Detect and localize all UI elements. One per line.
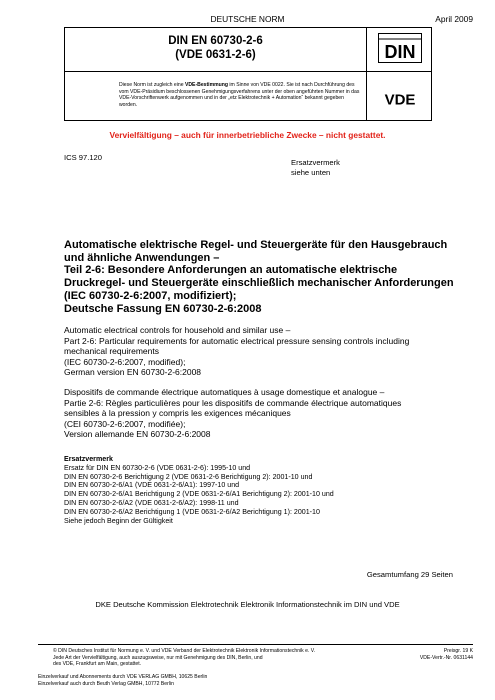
replacement-line: DIN EN 60730-2-6/A1 Berichtigung 2 (VDE 0631-2-6/A1 Berichtigung 2): 2001-10 und [64,490,334,499]
title-french-line: sensibles à la pression y compris les exigences mécaniques [64,408,291,419]
title-french-line: (CEI 60730-2-6:2007, modifiée); [64,418,186,429]
replacement-heading: Ersatzvermerk [64,455,113,463]
title-french-line: Partie 2-6: Règles particulières pour les dispositifs de commande électrique automatiques [64,397,402,408]
standard-number-vde: (VDE 0631-2-6) [175,49,256,61]
price-group: Preisgr. 19 K [443,648,473,654]
din-logo-text: DIN [384,42,416,62]
title-english-line: Part 2-6: Particular requirements for automatic electrical pressure sensing controls including [64,335,410,346]
title-english-line: Automatic electrical controls for household and similar use – [64,325,291,335]
title-german-line: (IEC 60730-2-6:2007, modifiziert); [64,289,237,302]
din-logo [378,33,422,63]
footer-distribution-line: Einzelverkauf und Abonnements durch VDE VERLAG GMBH, 10625 Berlin [38,674,208,680]
title-english-line: (IEC 60730-2-6:2007, modified); [64,356,186,367]
title-german-line: Deutsche Fassung EN 60730-2-6:2008 [64,302,262,315]
title-german [64,239,454,315]
replacement-line: Ersatz für DIN EN 60730-2-6 (VDE 0631-2-6): 1995-10 und [64,463,251,472]
issue-date: April 2009 [435,14,473,24]
vde-logo-text: VDE [384,92,416,106]
standard-type-label: DEUTSCHE NORM [210,14,285,24]
footer-distribution-line: Einzelverkauf auch durch Beuth Verlag GMBH, 10772 Berlin [38,680,174,687]
standard-number [65,34,366,62]
title-german-line: Automatische elektrische Regel- und Steuergeräte für den Hausgebrauch [64,239,448,251]
title-english [64,325,436,378]
replacement-note-line: Ersatzvermerk [291,158,340,167]
ics-code: ICS 97.120 [64,153,102,162]
vde-notice-post: im Sinne von VDE 0022. Sie ist nach Durchführung des vom VDE-Präsidium beschlossenen Genehmigungsverfahrens unter der oben angeführten Nummer in das VDE-Vorschriftenwerk aufgenommen und in der „etz Elektrotechnik + Automation“ bekannt gegeben worden. [119,82,360,108]
title-french-line: Dispositifs de commande électrique automatiques à usage domestique et analogue – [64,387,385,397]
replacement-line: Siehe jedoch Beginn der Gültigkeit [64,516,173,525]
vde-logo [376,92,424,106]
footer-price-info [420,648,473,661]
replacement-line: DIN EN 60730-2-6/A2 (VDE 0631-2-6/A2): 1998-11 und [64,498,239,507]
title-english-line: German version EN 60730-2-6:2008 [64,367,202,378]
copy-warning: Vervielfältigung – auch für innerbetriebliche Zwecke – nicht gestattet. [109,130,386,140]
title-french-line: Version allemande EN 60730-2-6:2008 [64,429,211,440]
title-german-line: Druckregel- und Steuergeräte einschließlich mechanischer Anforderungen [64,277,454,290]
footer-divider [38,644,473,645]
dke-committee: DKE Deutsche Kommission Elektrotechnik Elektronik Informationstechnik im DIN und VDE [95,600,400,609]
vde-notice-bold: VDE-Bestimmung [184,82,228,88]
replacement-line: DIN EN 60730-2-6/A1 (VDE 0631-2-6/A1): 1997-10 und [64,481,240,490]
replacement-note-line: siehe unten [291,167,331,177]
footer-copyright-line: des VDE, Frankfurt am Main, gestattet. [53,661,142,667]
total-pages: Gesamtumfang 29 Seiten [366,570,453,579]
replacement-line: DIN EN 60730-2-6 Berichtigung 2 (VDE 0631-2-6 Berichtigung 2): 2001-10 und [64,472,313,481]
title-german-line: Teil 2-6: Besondere Anforderungen an automatische elektrische [64,264,398,277]
vde-notice [119,82,361,108]
footer-copyright [53,648,315,668]
replacement-line: DIN EN 60730-2-6/A2 Berichtigung 1 (VDE 0631-2-6/A2 Berichtigung 1): 2001-10 [64,507,320,516]
standard-number-din: DIN EN 60730-2-6 [168,35,263,47]
vde-order-number: VDE-Vertr.-Nr. 0631144 [419,654,473,661]
title-german-line: und ähnliche Anwendungen – [64,251,220,264]
standard-header-box [64,27,432,121]
footer-copyright-line: Jede Art der Vervielfältigung, auch auszugsweise, nur mit Genehmigung des DIN, Berlin, und [53,654,263,661]
title-english-line: mechanical requirements [64,346,159,357]
vde-notice-pre: Diese Norm ist zugleich eine [119,82,185,88]
replacement-note [291,158,340,177]
replacement-section [64,455,334,525]
box-divider-horizontal [65,71,431,72]
footer-copyright-line: © DIN Deutsches Institut für Normung e. V. und VDE Verband der Elektrotechnik Elektronik Informationstechnik e. V. [53,648,316,654]
footer-distribution [38,674,207,687]
box-divider-vertical [366,28,367,120]
title-french [64,387,436,440]
